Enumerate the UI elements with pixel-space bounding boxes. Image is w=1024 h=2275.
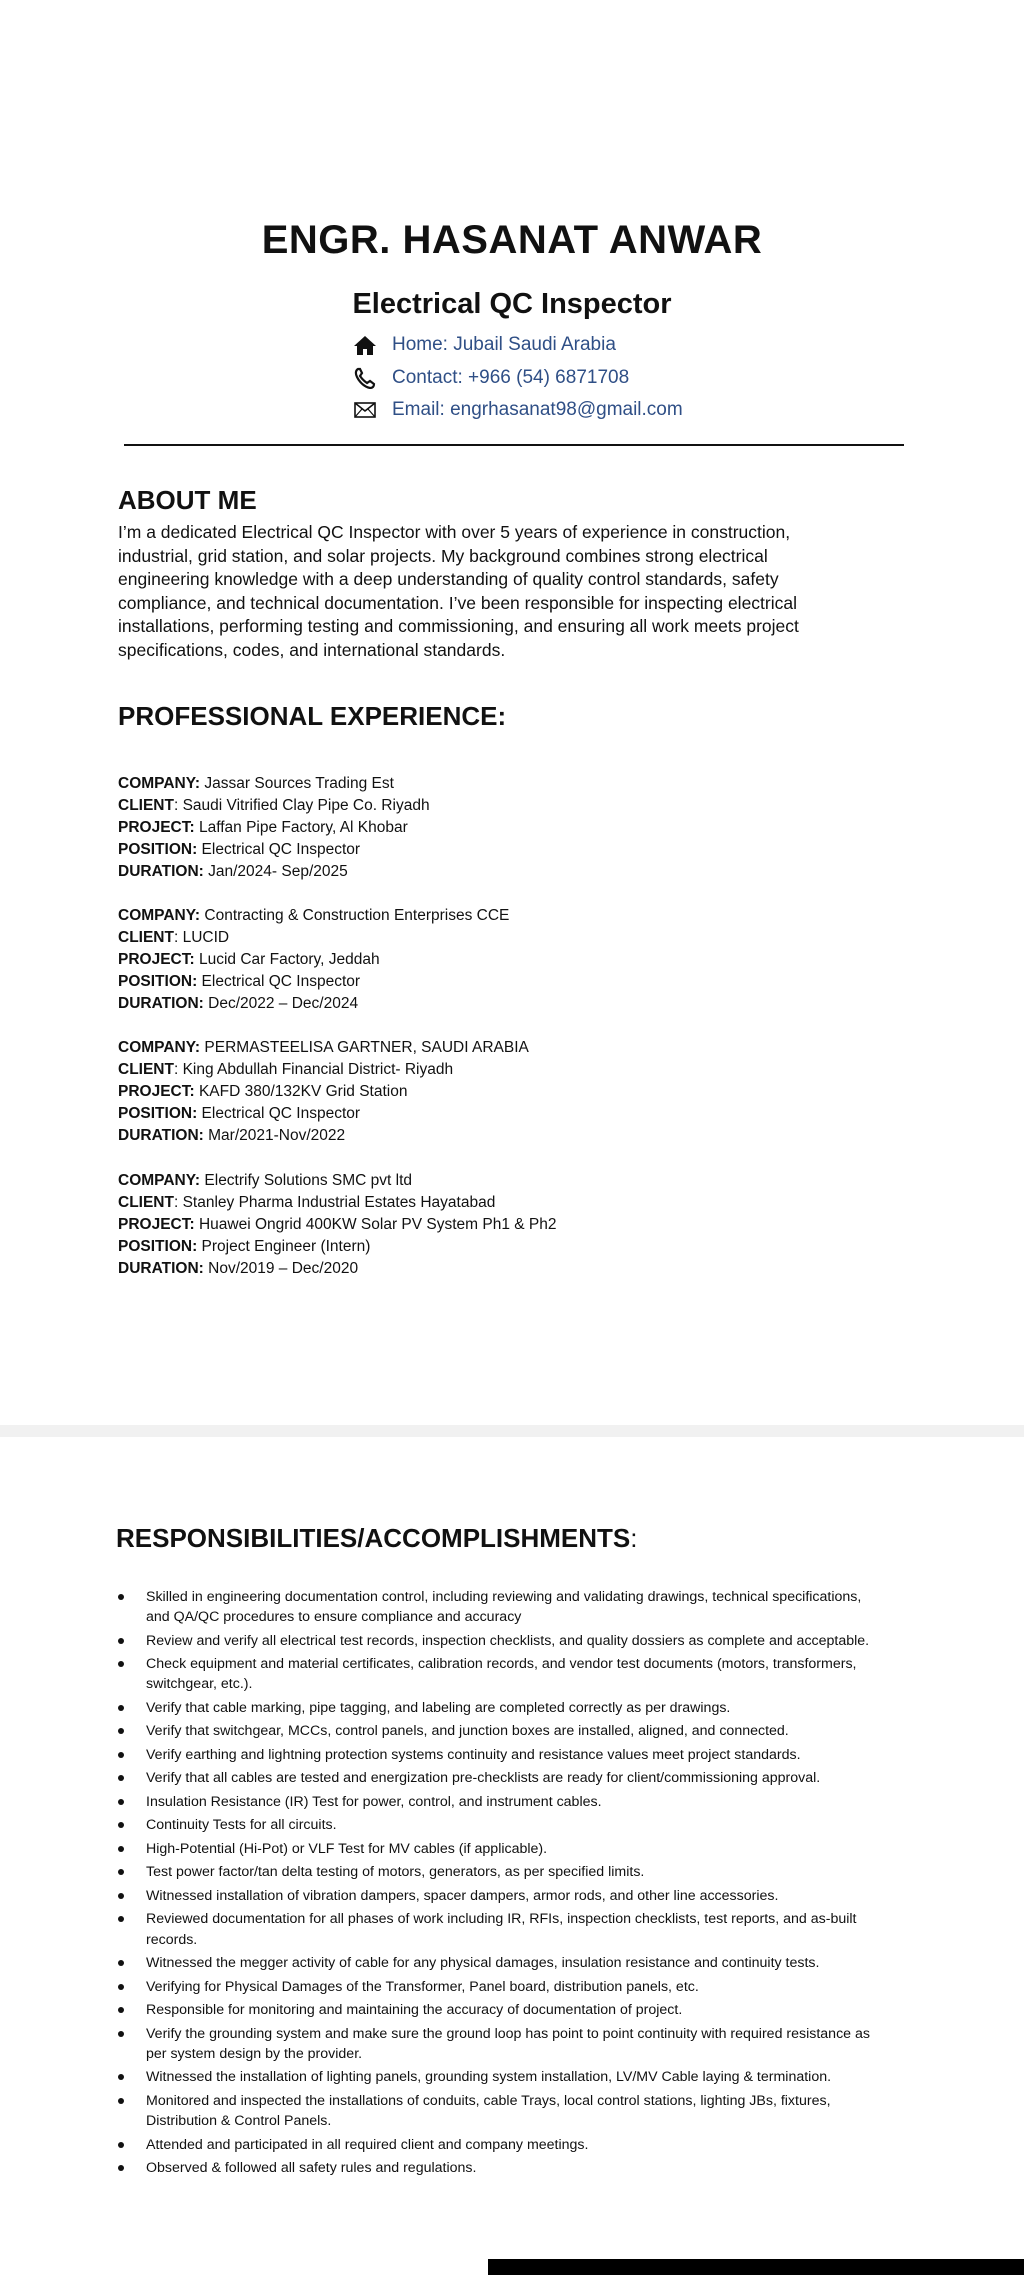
bullet-icon	[118, 2165, 124, 2171]
phone-icon	[352, 365, 378, 391]
bullet-icon	[118, 1916, 124, 1922]
bottom-black-bar	[488, 2259, 1024, 2275]
bullet-icon	[118, 1594, 124, 1600]
job-entry: COMPANY: Jassar Sources Trading Est CLIENT: Saudi Vitrified Clay Pipe Co. Riyadh PROJECT: Laffan Pipe Factory, Al Khobar POSITION: Electrical QC Inspector DURATION: Jan/2024- Sep/2025	[118, 775, 430, 880]
list-item: Attended and participated in all required client and company meetings.	[116, 2135, 876, 2155]
contact-phone	[352, 364, 629, 392]
bullet-icon	[118, 1893, 124, 1899]
list-item: Insulation Resistance (IR) Test for power, control, and instrument cables.	[116, 1792, 876, 1812]
bullet-icon	[118, 2007, 124, 2013]
list-item: Witnessed installation of vibration dampers, spacer dampers, armor rods, and other line accessories.	[116, 1886, 876, 1906]
contact-phone-text: Contact: +966 (54) 6871708	[392, 367, 630, 388]
bullet-icon	[118, 1960, 124, 1966]
bullet-icon	[118, 1638, 124, 1644]
about-heading: ABOUT ME	[118, 485, 257, 515]
bullet-icon	[118, 1775, 124, 1781]
envelope-icon	[352, 397, 378, 423]
bullet-icon	[118, 2074, 124, 2080]
job-entry: COMPANY: PERMASTEELISA GARTNER, SAUDI ARABIA CLIENT: King Abdullah Financial District- Riyadh PROJECT: KAFD 380/132KV Grid Station POSITION: Electrical QC Inspector DURATION: Mar/2021-Nov/2022	[118, 1039, 529, 1144]
list-item: High-Potential (Hi-Pot) or VLF Test for MV cables (if applicable).	[116, 1839, 876, 1859]
contact-email	[352, 396, 683, 424]
list-item: Observed & followed all safety rules and regulations.	[116, 2158, 876, 2178]
bullet-icon	[118, 2098, 124, 2104]
list-item: Monitored and inspected the installations of conduits, cable Trays, local control stations, lighting JBs, fixtures, Distribution & Control Panels.	[116, 2091, 876, 2131]
list-item: Verify that cable marking, pipe tagging, and labeling are completed correctly as per drawings.	[116, 1698, 876, 1718]
responsibilities-heading: RESPONSIBILITIES/ACCOMPLISHMENTS:	[116, 1523, 638, 1553]
contact-home	[352, 331, 616, 359]
home-icon	[352, 332, 378, 358]
list-item: Verify that switchgear, MCCs, control panels, and junction boxes are installed, aligned, and connected.	[116, 1721, 876, 1741]
list-item: Witnessed the installation of lighting panels, grounding system installation, LV/MV Cable laying & termination.	[116, 2067, 876, 2087]
contact-home-text: Home: Jubail Saudi Arabia	[392, 334, 616, 355]
job-entry: COMPANY: Electrify Solutions SMC pvt ltd CLIENT: Stanley Pharma Industrial Estates Hayatabad PROJECT: Huawei Ongrid 400KW Solar PV System Ph1 & Ph2 POSITION: Project Engineer (Intern) DURATION: Nov/2019 – Dec/2020	[118, 1172, 557, 1277]
list-item: Review and verify all electrical test records, inspection checklists, and quality dossiers as complete and acceptable.	[116, 1631, 876, 1651]
list-item: Verify that all cables are tested and energization pre-checklists are ready for client/commissioning approval.	[116, 1768, 876, 1788]
about-text: I’m a dedicated Electrical QC Inspector with over 5 years of experience in construction, industrial, grid station, and solar projects. My background combines strong electrical engineering knowledge with a deep understanding of quality control standards, safety compliance, and technical documentation. I’ve been responsible for inspecting electrical installations, performing testing and commissioning, and ensuring all work meets project specifications, codes, and international standards.	[118, 522, 799, 660]
bullet-icon	[118, 1661, 124, 1667]
list-item: Witnessed the megger activity of cable for any physical damages, insulation resistance and continuity tests.	[116, 1953, 876, 1973]
list-item: Check equipment and material certificates, calibration records, and vendor test documents (motors, transformers, switchgear, etc.).	[116, 1654, 876, 1694]
list-item: Verify earthing and lightning protection systems continuity and resistance values meet project standards.	[116, 1745, 876, 1765]
bullet-icon	[118, 1846, 124, 1852]
bullet-icon	[118, 1705, 124, 1711]
bullet-icon	[118, 1822, 124, 1828]
bullet-icon	[118, 1869, 124, 1875]
list-item: Skilled in engineering documentation control, including reviewing and validating drawings, technical specifications, and QA/QC procedures to ensure compliance and accuracy	[116, 1587, 876, 1627]
bullet-icon	[118, 1984, 124, 1990]
bullet-icon	[118, 2031, 124, 2037]
candidate-role: Electrical QC Inspector	[352, 288, 672, 320]
page-separator	[0, 1425, 1024, 1437]
candidate-name: ENGR. HASANAT ANWAR	[261, 218, 763, 262]
list-item: Responsible for monitoring and maintaining the accuracy of documentation of project.	[116, 2000, 876, 2020]
bullet-icon	[118, 1728, 124, 1734]
list-item: Test power factor/tan delta testing of motors, generators, as per specified limits.	[116, 1862, 876, 1882]
responsibilities-list	[116, 1587, 876, 2182]
job-entry: COMPANY: Contracting & Construction Enterprises CCE CLIENT: LUCID PROJECT: Lucid Car Factory, Jeddah POSITION: Electrical QC Inspector DURATION: Dec/2022 – Dec/2024	[118, 907, 510, 1012]
header-divider	[124, 444, 904, 446]
list-item: Verifying for Physical Damages of the Transformer, Panel board, distribution panels, etc.	[116, 1977, 876, 1997]
list-item: Continuity Tests for all circuits.	[116, 1815, 876, 1835]
experience-heading: PROFESSIONAL EXPERIENCE:	[118, 701, 507, 731]
bullet-icon	[118, 2142, 124, 2148]
contact-email-text: Email: engrhasanat98@gmail.com	[392, 399, 683, 420]
list-item: Reviewed documentation for all phases of work including IR, RFIs, inspection checklists, test reports, and as-built records.	[116, 1909, 876, 1949]
bullet-icon	[118, 1799, 124, 1805]
list-item: Verify the grounding system and make sure the ground loop has point to point continuity with required resistance as per system design by the provider.	[116, 2024, 876, 2064]
bullet-icon	[118, 1752, 124, 1758]
